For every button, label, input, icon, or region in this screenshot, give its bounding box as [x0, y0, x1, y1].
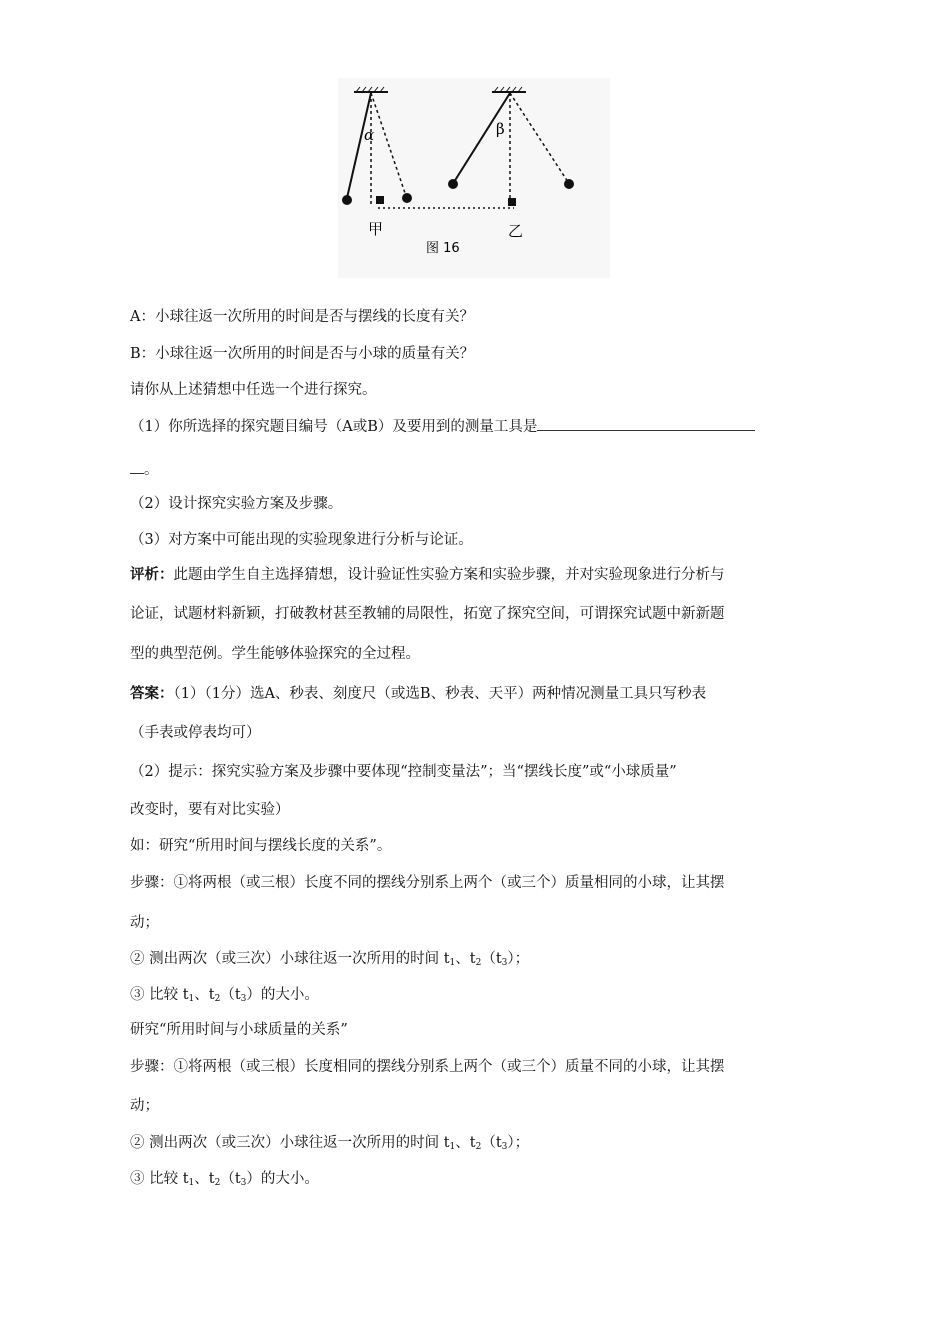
question-3: （3）对方案中可能出现的实验现象进行分析与论证。: [130, 532, 473, 548]
label-yi: 乙: [508, 222, 524, 240]
analysis-line-2: 论证，试题材料新颖，打破教材甚至教辅的局限性，拓宽了探究空间，可谓探究试题中新新题: [130, 606, 725, 622]
label-jia: 甲: [368, 220, 384, 238]
angle-beta-label: β: [496, 120, 505, 138]
example-line: 如：研究“所用时间与摆线长度的关系”。: [130, 838, 392, 854]
pendulum-figure: [338, 78, 610, 278]
steps2-line-3: ② 测出两次（或三次）小球往返一次所用的时间 $t_1$、$t_2(t_3)$；: [130, 1135, 530, 1152]
steps1-line-3: ② 测出两次（或三次）小球往返一次所用的时间 $t_1$、$t_2(t_3)$；: [130, 951, 530, 968]
question-2: （2）设计探究实验方案及步骤。: [130, 496, 343, 512]
question-1-text: （1）你所选择的探究题目编号（A或B）及要用到的测量工具是: [130, 419, 538, 435]
question-b: B：小球往返一次所用的时间是否与小球的质量有关？: [130, 346, 475, 362]
answer-blank: [537, 416, 755, 431]
study2-title: 研究“所用时间与小球质量的关系”: [130, 1022, 348, 1038]
steps1-line-4: ③ 比较 $t_1$、$t_2(t_3)$的大小。: [130, 987, 319, 1004]
question-1-end: [130, 459, 159, 480]
figure-caption: 图 16: [426, 241, 460, 256]
answer-label: 答案：: [130, 686, 174, 702]
analysis-text-1: 此题由学生自主选择猜想，设计验证性实验方案和实验步骤，并对实验现象进行分析与: [173, 567, 725, 583]
steps2-line-4: ③ 比较 $t_1$、$t_2(t_3)$的大小。: [130, 1171, 319, 1188]
answer-line-2: （手表或停表均可）: [130, 725, 261, 741]
analysis-label: 评析：: [130, 567, 174, 583]
steps1-line-1: 步骤：①将两根（或三根）长度不同的摆线分别系上两个（或三个）质量相同的小球，让其摆: [130, 875, 725, 891]
angle-alpha-label: α: [364, 126, 375, 144]
answer-blank-tail: [130, 459, 144, 474]
analysis-line-1: [130, 565, 725, 585]
steps1-line-2: 动；: [130, 915, 159, 931]
question-1-period: 。: [144, 462, 159, 478]
steps2-line-2: 动；: [130, 1098, 159, 1114]
question-1: [130, 416, 755, 437]
answer-line-3: （2）提示：探究实验方案及步骤中要体现“控制变量法”；当“摆线长度”或“小球质量”: [130, 764, 677, 780]
question-a: A：小球往返一次所用的时间是否与摆线的长度有关？: [130, 309, 474, 325]
answer-text-1: （1）（1分）选A、秒表、刻度尺（或选B、秒表、天平）两种情况测量工具只写秒表: [173, 686, 707, 702]
choose-instruction: 请你从上述猜想中任选一个进行探究。: [130, 382, 377, 398]
analysis-line-3: 型的典型范例。学生能够体验探究的全过程。: [130, 646, 420, 662]
steps2-line-1: 步骤：①将两根（或三根）长度相同的摆线分别系上两个（或三个）质量不同的小球，让其摆: [130, 1059, 725, 1075]
answer-line-4: 改变时，要有对比实验）: [130, 802, 290, 818]
answer-line-1: [130, 684, 706, 704]
